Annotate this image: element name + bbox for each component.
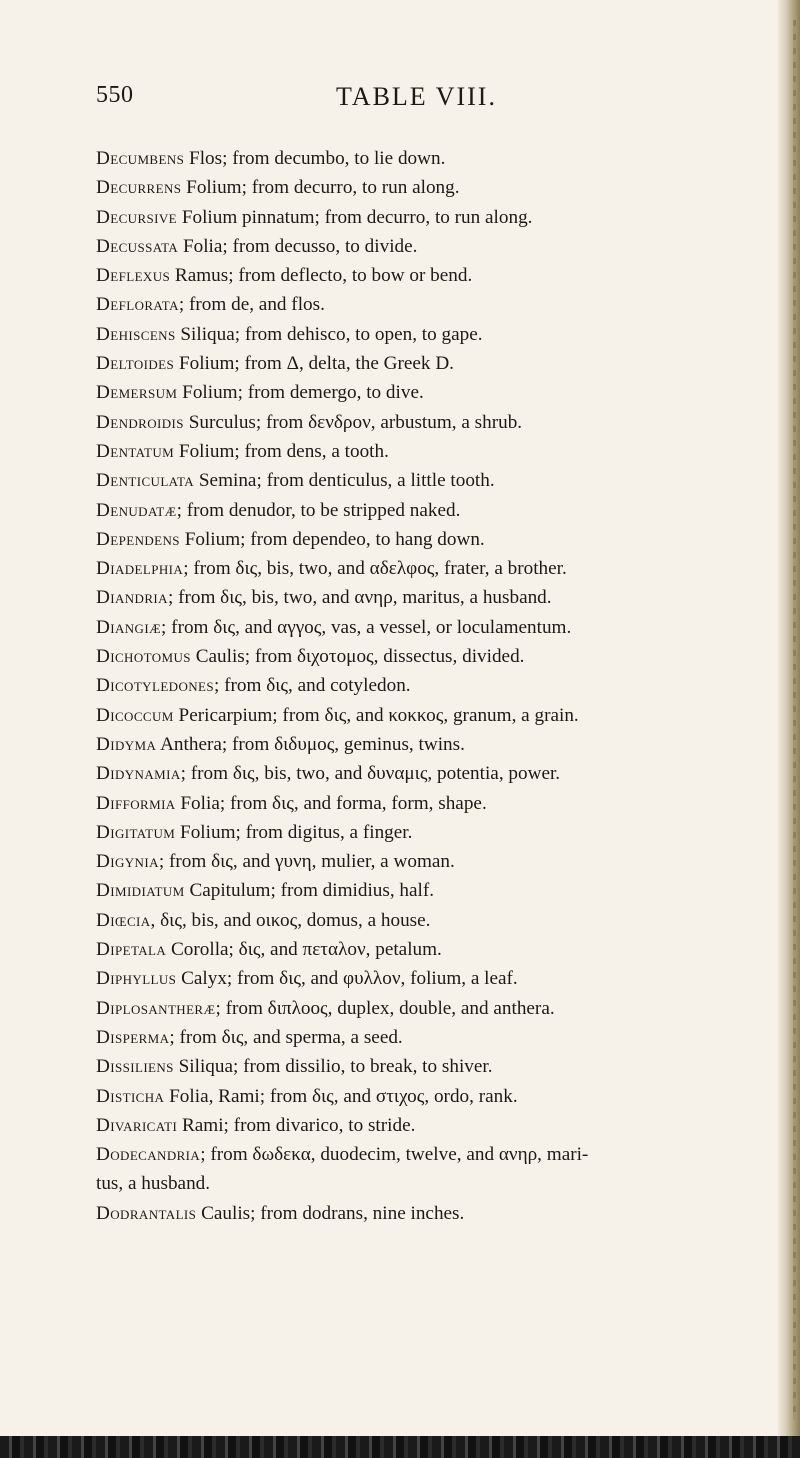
entry-term: Dichotomus [96,646,191,668]
entry-definition: , δις, bis, and οικος, domus, a house. [150,909,431,931]
entry-term: Digynia [96,851,159,873]
entry-term: Deltoides [96,353,175,375]
glossary-entry [96,290,776,319]
entry-definition: ; from denudor, to be stripped naked. [176,499,461,521]
glossary-entry [96,1140,776,1169]
page-edge-shadow [778,0,800,1458]
entry-definition: Siliqua; from dissilio, to break, to shiver. [178,1056,493,1078]
entry-definition: Folia; from δις, and forma, form, shape. [180,792,487,814]
entry-definition: Corolla; δις, and πεταλον, petalum. [170,939,442,961]
glossary-list [96,144,776,1228]
entry-definition: Capitulum; from dimidius, half. [189,880,435,902]
glossary-entry [96,642,776,671]
entry-term: Decussata [96,235,179,257]
entry-term: Denticulata [96,470,195,492]
glossary-entry [96,1082,776,1111]
glossary-entry [96,906,776,935]
entry-definition: Rami; from divarico, to stride. [181,1114,416,1136]
entry-term: Diandria [96,587,168,609]
entry-term: Divaricati [96,1114,178,1136]
entry-term: Dicoccum [96,704,174,726]
running-head [96,82,756,112]
glossary-entry [96,759,776,788]
entry-definition: ; from δις, bis, two, and ανηρ, maritus, a husband. [167,587,552,609]
entry-definition: Flos; from decumbo, to lie down. [189,148,446,169]
entry-definition: Pericarpium; from δις, and κοκκος, granum, a grain. [178,704,579,726]
entry-definition: Folium pinnatum; from decurro, to run along. [181,206,533,228]
glossary-entry [96,994,776,1023]
entry-term: Diœcia [96,909,151,931]
entry-term: Disticha [96,1085,165,1107]
glossary-entry [96,466,776,495]
glossary-entry [96,349,776,378]
entry-term: Denudatæ [96,499,177,521]
glossary-entry [96,173,776,202]
entry-term: Decursive [96,206,178,228]
entry-definition: Folium; from digitus, a finger. [180,821,413,843]
glossary-entry [96,583,776,612]
entry-term: Dipetala [96,939,167,961]
glossary-entry [96,1111,776,1140]
entry-term: Deflorata [96,294,179,316]
entry-term: Dendroidis [96,411,184,433]
glossary-entry [96,876,776,905]
glossary-entry [96,1023,776,1052]
glossary-entry [96,320,776,349]
entry-definition: ; from δις, and sperma, a seed. [169,1026,403,1048]
entry-term: Demersum [96,382,178,404]
glossary-entry [96,261,776,290]
glossary-entry [96,935,776,964]
entry-definition: ; from δις, and γυνη, mulier, a woman. [158,851,455,873]
glossary-entry [96,730,776,759]
glossary-entry [96,964,776,993]
entry-term: Dodecandria [96,1144,201,1166]
glossary-entry [96,818,776,847]
entry-definition: ; from δις, and cotyledon. [214,675,411,697]
entry-term: Diadelphia [96,558,184,580]
entry-term: Difformia [96,792,176,814]
page-title: TABLE VIII. [336,82,497,111]
entry-term: Decurrens [96,177,182,199]
entry-term: Diphyllus [96,968,177,990]
entry-term: Diangiæ [96,616,162,638]
glossary-entry [96,1052,776,1081]
entry-definition: Folium; from Δ, delta, the Greek D. [178,353,454,375]
entry-definition: Anthera; from διδυμος, geminus, twins. [160,733,465,755]
entry-definition-continuation: tus, a husband. [96,1173,211,1195]
entry-definition: ; from δις, bis, two, and αδελφος, frater, a brother. [183,558,567,580]
entry-definition: Caulis; from dodrans, nine inches. [201,1202,465,1224]
glossary-entry [96,671,776,700]
glossary-entry [96,437,776,466]
entry-definition: Calyx; from δις, and φυλλον, folium, a leaf. [181,968,518,990]
entry-term: Didyma [96,733,157,755]
glossary-entry [96,1199,776,1228]
entry-term: Dehiscens [96,323,176,345]
entry-definition: ; from δωδεκα, duodecim, twelve, and ανηρ, mari- [200,1144,589,1166]
entry-definition: Folium; from dependeo, to hang down. [184,528,485,550]
glossary-entry [96,378,776,407]
glossary-entry [96,525,776,554]
scan-border-strip [0,1436,800,1458]
entry-term: Dimidiatum [96,880,185,902]
entry-definition: Folium; from dens, a tooth. [178,440,389,462]
entry-term: Dentatum [96,440,175,462]
entry-definition: Folium; from demergo, to dive. [182,382,424,404]
entry-definition: Siliqua; from dehisco, to open, to gape. [180,323,483,345]
entry-definition: ; from δις, bis, two, and δυναμις, potentia, power. [180,763,561,785]
entry-definition: Surculus; from δενδρον, arbustum, a shrub. [188,411,523,433]
glossary-entry [96,144,776,173]
entry-definition: ; from de, and flos. [178,294,325,316]
entry-term: Dependens [96,528,180,550]
glossary-entry-continuation [96,1169,776,1198]
entry-definition: Caulis; from διχοτομος, dissectus, divided. [195,646,525,668]
glossary-entry [96,789,776,818]
entry-definition: Folia; from decusso, to divide. [182,235,418,257]
entry-definition: ; from διπλοος, duplex, double, and anthera. [215,997,555,1019]
entry-term: Deflexus [96,265,171,287]
entry-definition: Ramus; from deflecto, to bow or bend. [174,265,473,287]
glossary-entry [96,701,776,730]
entry-term: Dodrantalis [96,1202,197,1224]
entry-term: Dissiliens [96,1056,174,1078]
entry-term: Digitatum [96,821,176,843]
page-number: 550 [96,82,134,108]
glossary-entry [96,496,776,525]
entry-term: Diplosantheræ [96,997,216,1019]
entry-term: Disperma [96,1026,170,1048]
glossary-entry [96,613,776,642]
entry-definition: Semina; from denticulus, a little tooth. [198,470,495,492]
glossary-entry [96,408,776,437]
glossary-entry [96,847,776,876]
entry-definition: ; from δις, and αγγος, vas, a vessel, or loculamentum. [161,616,572,638]
entry-definition: Folia, Rami; from δις, and στιχος, ordo, rank. [169,1085,518,1107]
glossary-entry [96,554,776,583]
entry-term: Didynamia [96,763,181,785]
glossary-entry [96,203,776,232]
glossary-entry [96,232,776,261]
entry-term: Dicotyledones [96,675,214,697]
entry-term: Decumbens [96,148,185,169]
entry-definition: Folium; from decurro, to run along. [186,177,460,199]
